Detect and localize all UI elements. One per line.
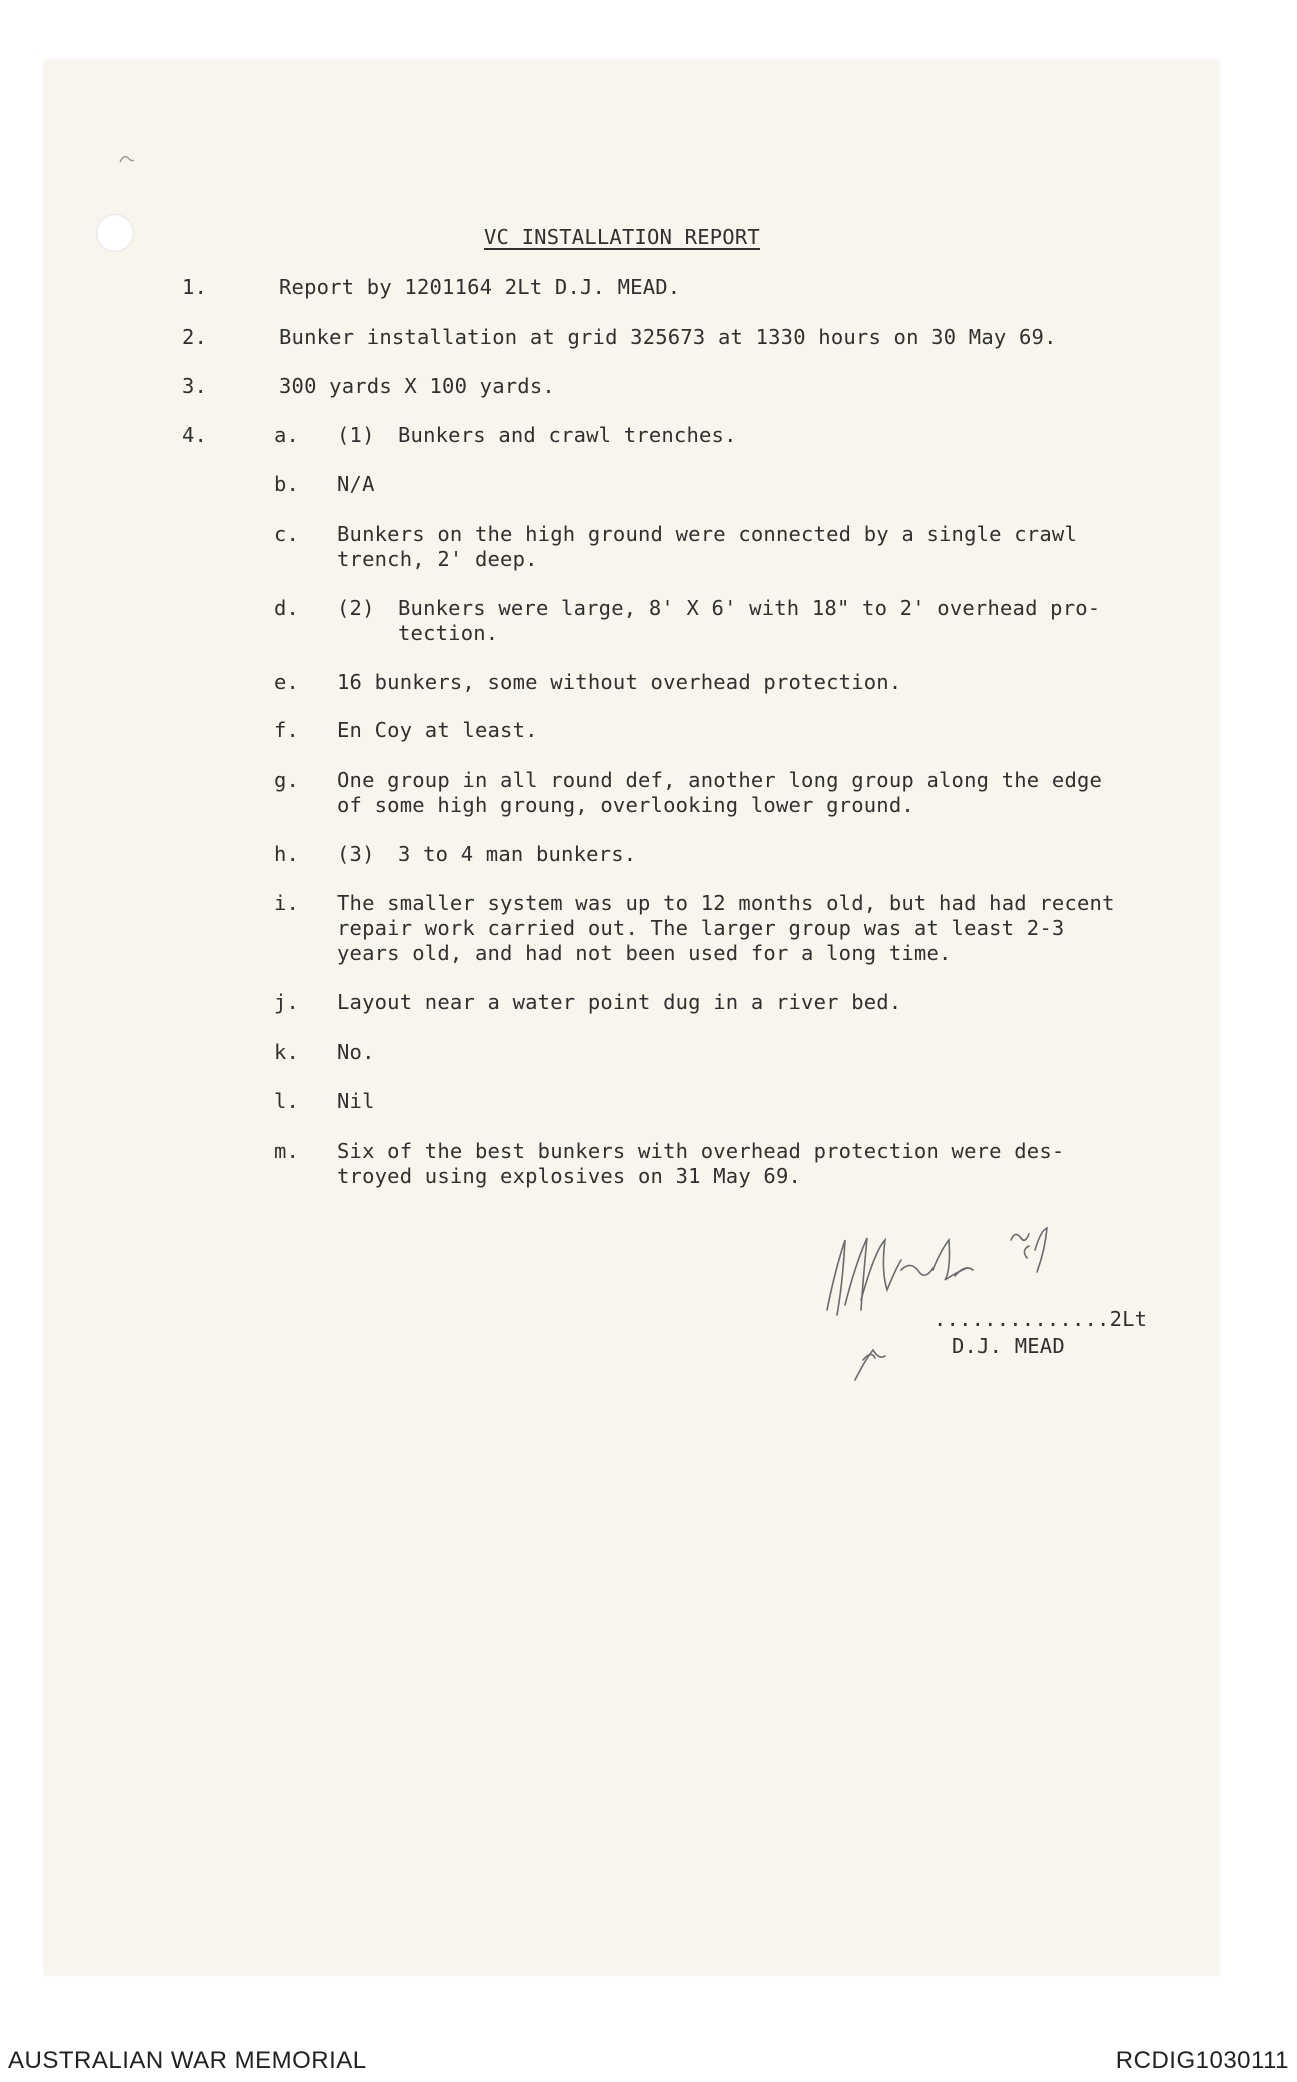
punch-hole: [96, 214, 134, 252]
subitem-marker-h: (3): [337, 842, 375, 866]
subitem-text-b: N/A: [337, 472, 375, 496]
report-title: VC INSTALLATION REPORT: [484, 225, 760, 249]
signature-line: ..............2Lt: [934, 1307, 1148, 1331]
subitem-letter-g: g.: [274, 768, 300, 792]
subitem-text-c-2: trench, 2' deep.: [337, 547, 538, 571]
item-number-1: 1.: [182, 275, 208, 299]
subitem-text-f: En Coy at least.: [337, 718, 538, 742]
subitem-text-l: Nil: [337, 1089, 375, 1113]
subitem-text-i-3: years old, and had not been used for a long time.: [337, 941, 952, 965]
subitem-text-d-2: tection.: [398, 621, 499, 645]
subitem-text-c-1: Bunkers on the high ground were connected by a single crawl: [337, 522, 1077, 546]
subitem-text-m-1: Six of the best bunkers with overhead protection were des-: [337, 1139, 1065, 1163]
subitem-text-j: Layout near a water point dug in a river bed.: [337, 990, 902, 1014]
subitem-marker-d: (2): [337, 596, 375, 620]
subitem-text-i-2: repair work carried out. The larger group was at least 2-3: [337, 916, 1065, 940]
item-text-1: Report by 1201164 2Lt D.J. MEAD.: [279, 275, 681, 299]
subitem-letter-f: f.: [274, 718, 300, 742]
subitem-letter-m: m.: [274, 1139, 300, 1163]
subitem-text-h: 3 to 4 man bunkers.: [398, 842, 637, 866]
item-text-2: Bunker installation at grid 325673 at 1330 hours on 30 May 69.: [279, 325, 1057, 349]
subitem-letter-c: c.: [274, 522, 300, 546]
subitem-letter-h: h.: [274, 842, 300, 866]
subitem-text-g-1: One group in all round def, another long group along the edge: [337, 768, 1103, 792]
subitem-letter-a: a.: [274, 423, 300, 447]
handwritten-signature: [815, 1210, 1155, 1390]
subitem-text-g-2: of some high groung, overlooking lower ground.: [337, 793, 914, 817]
subitem-letter-j: j.: [274, 990, 300, 1014]
item-number-3: 3.: [182, 374, 208, 398]
subitem-marker-a: (1): [337, 423, 375, 447]
subitem-text-k: No.: [337, 1040, 375, 1064]
subitem-letter-i: i.: [274, 891, 300, 915]
subitem-letter-d: d.: [274, 596, 300, 620]
subitem-text-i-1: The smaller system was up to 12 months old, but had had recent: [337, 891, 1115, 915]
subitem-letter-e: e.: [274, 670, 300, 694]
subitem-letter-k: k.: [274, 1040, 300, 1064]
subitem-letter-b: b.: [274, 472, 300, 496]
subitem-text-a: Bunkers and crawl trenches.: [398, 423, 737, 447]
subitem-letter-l: l.: [274, 1089, 300, 1113]
item-number-4: 4.: [182, 423, 208, 447]
item-number-2: 2.: [182, 325, 208, 349]
signatory-name: D.J. MEAD: [952, 1334, 1065, 1358]
subitem-text-m-2: troyed using explosives on 31 May 69.: [337, 1164, 802, 1188]
item-text-3: 300 yards X 100 yards.: [279, 374, 555, 398]
footer-institution: AUSTRALIAN WAR MEMORIAL: [8, 2047, 367, 2074]
subitem-text-d-1: Bunkers were large, 8' X 6' with 18" to 2' overhead pro-: [398, 596, 1101, 620]
paper-mark-icon: [118, 152, 136, 166]
subitem-text-e: 16 bunkers, some without overhead protection.: [337, 670, 902, 694]
footer-catalogue-id: RCDIG1030111: [1115, 2047, 1289, 2074]
